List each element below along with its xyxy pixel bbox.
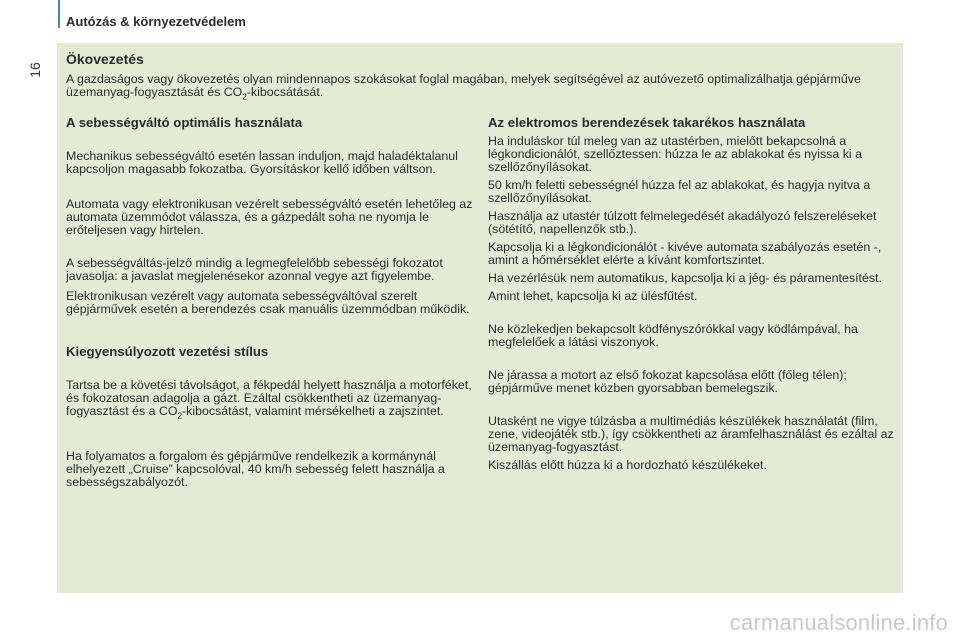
paragraph: A sebességváltás-jelző mindig a legmegfelelőbb sebességi fokozatot javasolja: a javaslat megjelenésekor azonnal vegye azt figyelembe. xyxy=(66,256,443,283)
page-number: 16 xyxy=(27,62,43,78)
paragraph: Kapcsolja ki a légkondicionálót - kivéve automata szabályozás esetén -, amint a hőmérséklet elérte a kívánt komfortszintet. xyxy=(488,240,882,267)
paragraph: Automata vagy elektronikusan vezérelt sebességváltó esetén lehetőleg az automata üzemmódot válassza, és a gázpedált soha ne nyomja le erőteljesen vagy hirtelen. xyxy=(66,197,473,237)
paragraph: Használja az utastér túlzott felmelegedését akadályozó felszereléseket (sötétítő, napellenzők stb.). xyxy=(488,209,877,236)
paragraph: Ha folyamatos a forgalom és gépjárműve rendelkezik a kormánynál elhelyezett „Cruise” kapcsolóval, 40 km/h sebesség felett használja a sebességszabályozót. xyxy=(66,449,445,489)
paragraph: Utasként ne vigye túlzásba a multimédiás készülékek használatát (film, zene, videojáték stb.), így csökkentheti az áramfelhasználást és ezáltal az üzemanyag-fogyasztást. xyxy=(488,414,894,454)
section-title: Ökovezetés xyxy=(66,51,144,67)
paragraph: Ne járassa a motort az első fokozat kapcsolása előtt (főleg télen); gépjárműve menet közben gyorsabban bemelegszik. xyxy=(488,368,847,395)
page-header: Autózás & környezetvédelem xyxy=(66,14,246,29)
right-column xyxy=(488,115,898,472)
watermark-text: carmanualsonline.info xyxy=(729,610,948,635)
heading-gearbox: A sebességváltó optimális használata xyxy=(66,115,303,130)
header-accent-bar xyxy=(58,0,60,28)
paragraph: Ha vezérlésük nem automatikus, kapcsolja ki a jég- és páramentesítést. xyxy=(488,271,882,285)
paragraph: Ha induláskor túl meleg van az utastérben, mielőtt bekapcsolná a légkondicionálót, szellőztessen: húzza le az ablakokat és nyissa ki a szellőzőnyílásokat. xyxy=(488,134,862,174)
paragraph: Kiszállás előtt húzza ki a hordozható készülékeket. xyxy=(488,458,767,472)
left-column xyxy=(66,115,476,489)
paragraph: Mechanikus sebességváltó esetén lassan induljon, majd haladéktalanul kapcsoljon magasabb fokozatba. Gyorsításkor kellő időben váltson. xyxy=(66,149,458,176)
heading-driving-style: Kiegyensúlyozott vezetési stílus xyxy=(66,344,269,359)
paragraph: Ne közlekedjen bekapcsolt ködfényszórókkal vagy ködlámpával, ha megfelelőek a látási viszonyok. xyxy=(488,322,858,349)
paragraph: Tartsa be a követési távolságot, a fékpedál helyett használja a motorféket, és fokozatosan adagolja a gázt. Ezáltal csökkentheti az üzemanyag-fogyasztást és a $CO_2$-kibocsátást, valamint mérsékelheti a zajszintet. xyxy=(66,378,472,421)
paragraph: 50 km/h feletti sebességnél húzza fel az ablakokat, és hagyja nyitva a szellőzőnyílásokat. xyxy=(488,178,871,205)
paragraph: Amint lehet, kapcsolja ki az ülésfűtést. xyxy=(488,289,698,303)
paragraph: Elektronikusan vezérelt vagy automata sebességváltóval szerelt gépjárművek esetén a berendezés csak manuális üzemmódban működik. xyxy=(66,289,470,316)
section-intro: A gazdaságos vagy ökovezetés olyan mindennapos szokásokat foglal magában, melyek segítségével az autóvezető optimalizálhatja gépjárműve üzemanyag-fogyasztását és $CO_2$-kibocsátását. xyxy=(66,72,861,102)
heading-electrical: Az elektromos berendezések takarékos használata xyxy=(488,115,806,130)
